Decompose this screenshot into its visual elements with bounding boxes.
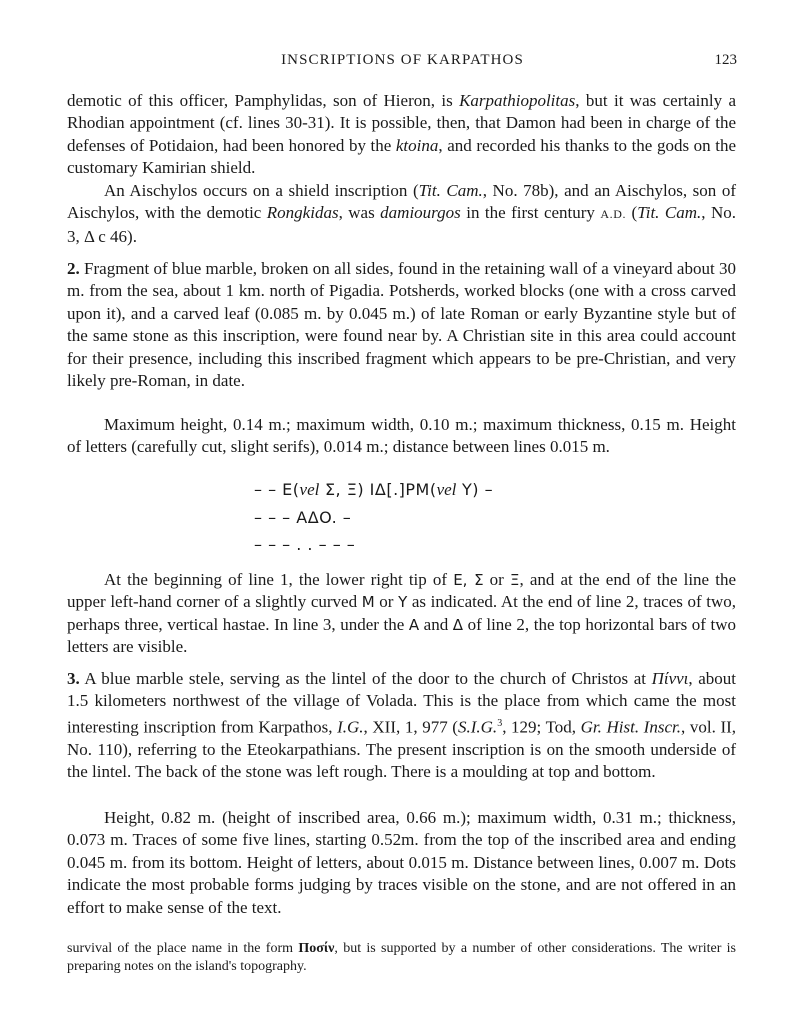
inscription-line-2: – – – AΔO. – [254, 508, 352, 527]
letter-form: M [361, 593, 375, 612]
letter-form: A [408, 615, 420, 634]
text: , was [338, 203, 381, 223]
text: Height, 0.82 m. (height of inscribed area, 0.66 m.); maximum width, 0.31 m.; thickness, 0.073 m. Traces of some five lines, starting 0.52m. from the top of the inscribed area and ending 0.045 m. from its bottom. Height of letters, about 0.015 m. Distance between lines, 0.007 m. Dots indicate the most probable forms judging by traces visible on the stone, and are not offered in an effort to make sense of the text. [67, 808, 736, 917]
letter-form: Y [398, 593, 408, 612]
italic-term: Gr. Hist. Inscr. [580, 717, 681, 737]
text: Maximum height, 0.14 m.; maximum width, 0.10 m.; maximum thickness, 0.15 m. Height of letters (carefully cut, slight serifs), 0.014 m.; distance between lines 0.015 m. [67, 415, 736, 457]
paragraph-inscription-notes [67, 569, 736, 659]
italic-term: damiourgos [380, 203, 461, 223]
italic-term: Rongkidas [266, 203, 339, 223]
italic-term: S.I.G. [457, 717, 498, 737]
text: or [374, 592, 399, 612]
italic-term: Tit. Cam. [637, 203, 702, 223]
inscription-line-1: – – E(vel Σ, Ξ) IΔ[.]PM(vel Y) – [254, 480, 494, 499]
section-3-dimensions [67, 807, 736, 919]
text: or [483, 570, 510, 589]
section-2-description [67, 258, 736, 392]
running-title: INSCRIPTIONS OF KARPATHOS [281, 52, 524, 68]
small-caps-term: A.D. [600, 207, 627, 222]
text: ( [626, 203, 638, 223]
italic-term: Karpathiopolitas [459, 91, 576, 110]
paragraph-aischylos [67, 180, 736, 248]
letter-form: E, Σ [453, 571, 484, 589]
text: , XII, 1, 977 ( [363, 717, 458, 737]
footnote [67, 940, 736, 976]
text: , vol. II, No. 110), referring to the Eteokarpathians. The present inscription is on the smooth underside of the lintel. The back of the stone was left rough. There is a moulding at top and bottom. [67, 717, 737, 782]
paragraph-pamphylidas [67, 90, 736, 180]
text: , about 1.5 kilometers northwest of the village of Volada. This is the place from which came the most interesting inscription from Karpathos, [67, 669, 736, 737]
text: as indicated. At the end of line 2, traces of two, perhaps three, vertical hastae. In line 3, under the [67, 592, 736, 634]
text: Fragment of blue marble, broken on all sides, found in the retaining wall of a vineyard about 30 m. from the sea, about 1 km. north of Pigadia. Potsherds, worked blocks (one with a cross carved upon it), and a carved leaf (0.085 m. by 0.045 m.) of late Roman or early Byzantine style but of the same stone as this inscription, were found near by. A Christian site in this area could account for their presence, including this inscribed fragment which appears to be pre-Christian, and very likely pre-Roman, in date. [67, 259, 736, 391]
text: An Aischylos occurs on a shield inscription ( [104, 181, 419, 200]
section-number: 3. [67, 669, 80, 688]
text: , and recorded his thanks to the gods on the customary Kamirian shield. [67, 135, 736, 178]
italic-term: I.G. [337, 717, 364, 737]
section-number: 2. [67, 259, 80, 278]
letter-form: Δ [452, 615, 464, 634]
section-3-description [67, 668, 736, 784]
text: , 129; Tod, [502, 717, 581, 737]
text: of line 2, the top horizontal bars of two letters are visible. [67, 614, 736, 657]
text: , but is supported by a number of other considerations. The writer is preparing notes on the island's topography. [67, 941, 736, 974]
text: A blue marble stele, serving as the lintel of the door to the church of Christos at [79, 669, 652, 688]
text: , but it was certainly a Rhodian appointment (cf. lines 30-31). It is possible, then, that Damon had been in charge of the defenses of Potidaion, had been honored by the [67, 91, 736, 155]
text: , No. 3, Δ c 46). [67, 203, 736, 246]
page-header [0, 52, 805, 74]
italic-term: Πίννι [651, 669, 689, 688]
inscription-line-3: – – – . . – – – [254, 535, 356, 554]
italic-term: ktoina [395, 135, 439, 155]
text: , and at the end of the line the upper left-hand corner of a slightly curved [67, 570, 736, 612]
text: demotic of this officer, Pamphylidas, son of Hieron, is [67, 91, 460, 110]
text: in the first century [460, 203, 601, 223]
text: At the beginning of line 1, the lower right tip of [104, 570, 454, 589]
section-2-dimensions [67, 414, 736, 459]
text: and [419, 614, 453, 634]
letter-form: Ξ [509, 571, 520, 589]
greek-term: Ποσίν [298, 941, 335, 956]
text: , No. 78b), and an Aischylos, son of Aischylos, with the demotic [67, 181, 736, 223]
text: survival of the place name in the form [67, 941, 299, 956]
page-number: 123 [714, 52, 737, 68]
italic-term: Tit. Cam. [418, 181, 483, 200]
superscript: 3 [497, 717, 503, 729]
